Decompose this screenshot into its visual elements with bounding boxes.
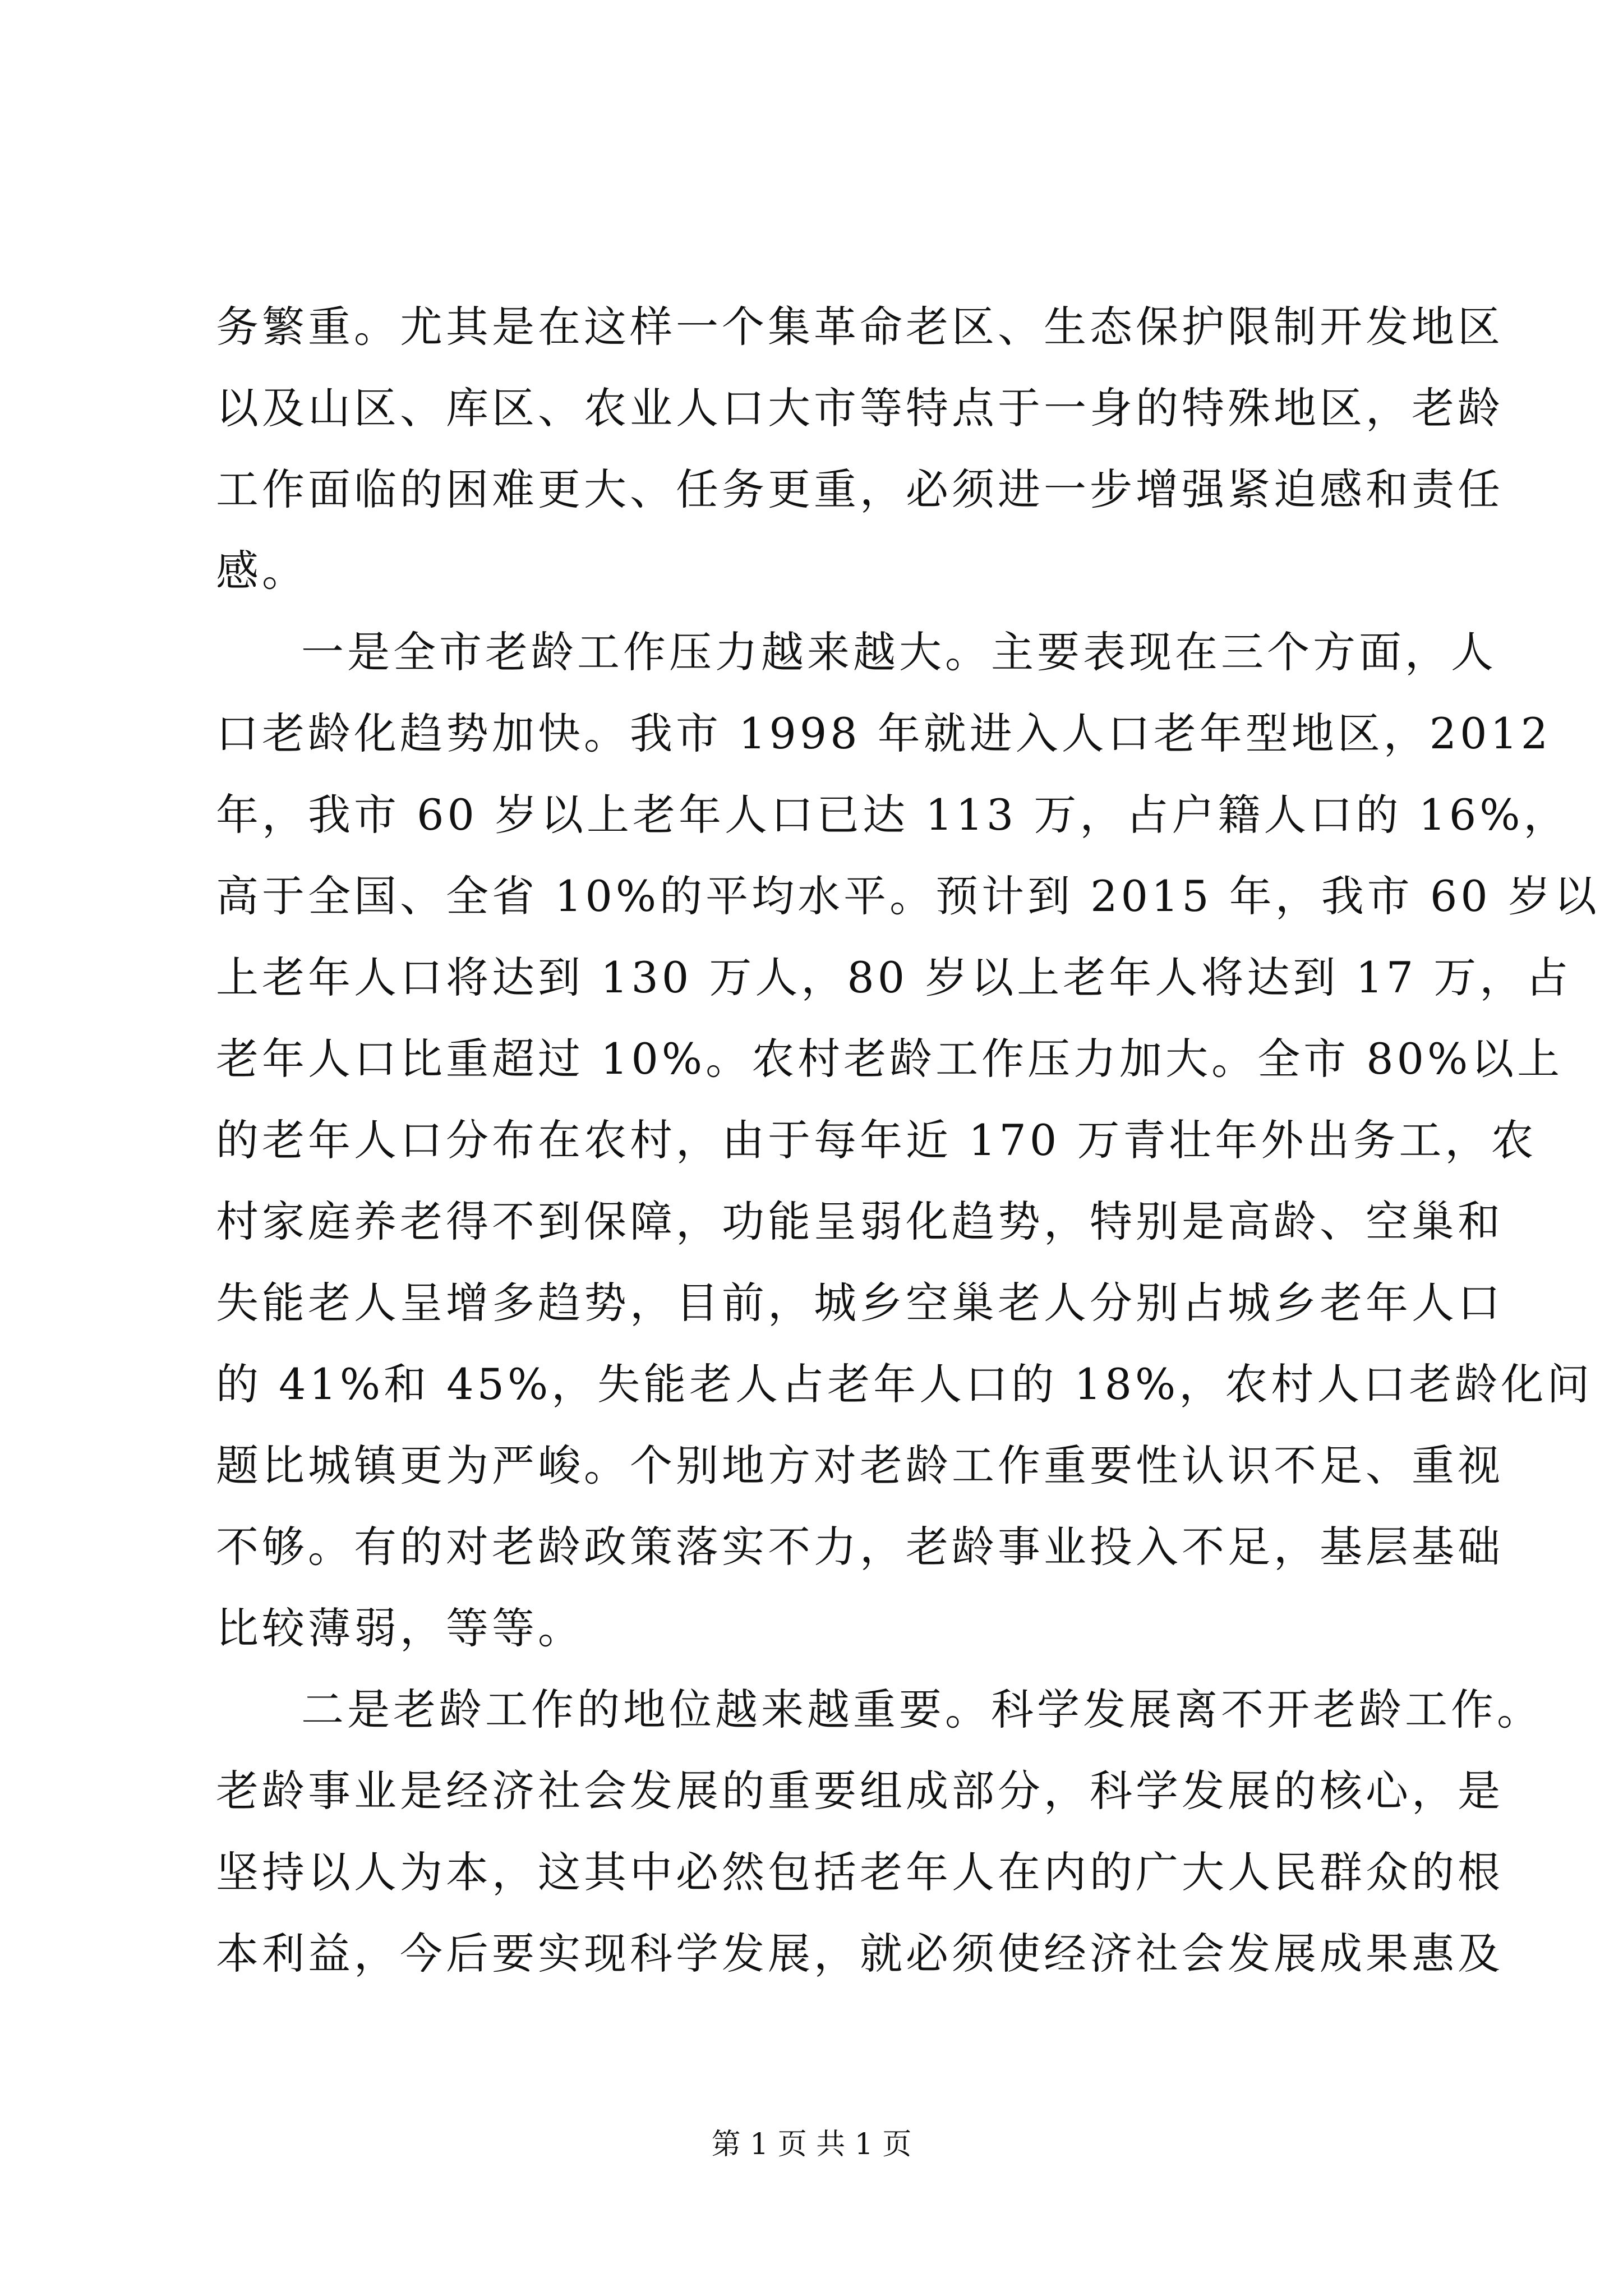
- text-line: 不够。有的对老龄政策落实不力，老龄事业投入不足，基层基础: [216, 1522, 1504, 1572]
- paragraph-first-line: 一是全市老龄工作压力越来越大。主要表现在三个方面，人: [301, 627, 1497, 677]
- text-line: 口老龄化趋势加快。我市 1998 年就进入人口老年型地区，2012: [216, 708, 1552, 758]
- text-line: 老龄事业是经济社会发展的重要组成部分，科学发展的核心，是: [216, 1766, 1504, 1816]
- text-line: 失能老人呈增多趋势，目前，城乡空巢老人分别占城乡老年人口: [216, 1278, 1504, 1328]
- text-line: 老年人口比重超过 10%。农村老龄工作压力加大。全市 80%以上: [216, 1034, 1564, 1084]
- document-body: [216, 286, 1600, 1994]
- text-line: 工作面临的困难更大、任务更重，必须进一步增强紧迫感和责任: [216, 464, 1504, 514]
- text-line: 坚持以人为本，这其中必然包括老年人在内的广大人民群众的根: [216, 1847, 1504, 1897]
- text-line: 上老年人口将达到 130 万人，80 岁以上老年人将达到 17 万，占: [216, 953, 1572, 1002]
- text-line: 务繁重。尤其是在这样一个集革命老区、生态保护限制开发地区: [216, 302, 1504, 352]
- page-footer: 第 1 页 共 1 页: [711, 2128, 912, 2161]
- text-line: 本利益，今后要实现科学发展，就必须使经济社会发展成果惠及: [216, 1929, 1504, 1978]
- text-line: 年，我市 60 岁以上老年人口已达 113 万，占户籍人口的 16%，: [216, 790, 1570, 840]
- text-line: 感。: [216, 546, 308, 596]
- text-line: 的 41%和 45%，失能老人占老年人口的 18%，农村人口老龄化问: [216, 1359, 1593, 1409]
- text-line: 题比城镇更为严峻。个别地方对老龄工作重要性认识不足、重视: [216, 1441, 1504, 1490]
- text-line: 比较薄弱，等等。: [216, 1603, 584, 1653]
- text-line: 高于全国、全省 10%的平均水平。预计到 2015 年，我市 60 岁以: [216, 871, 1600, 921]
- text-line: 的老年人口分布在农村，由于每年近 170 万青壮年外出务工，农: [216, 1115, 1537, 1165]
- text-line: 村家庭养老得不到保障，功能呈弱化趋势，特别是高龄、空巢和: [216, 1197, 1504, 1246]
- paragraph-first-line: 二是老龄工作的地位越来越重要。科学发展离不开老龄工作。: [301, 1685, 1543, 1734]
- text-line: 以及山区、库区、农业人口大市等特点于一身的特殊地区，老龄: [216, 383, 1504, 433]
